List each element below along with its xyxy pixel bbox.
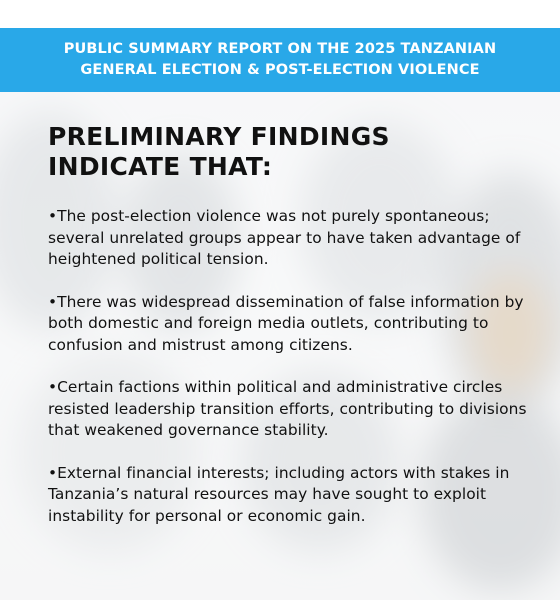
report-title-banner (0, 28, 560, 92)
findings-heading-line-1: PRELIMINARY FINDINGS (48, 122, 390, 151)
findings-list (48, 206, 528, 527)
top-margin (0, 0, 560, 28)
finding-item: •External financial interests; including actors with stakes in Tanzania’s natural resources may have sought to exploit instability for personal or economic gain. (48, 463, 510, 525)
findings-heading (48, 122, 528, 182)
report-title-line-2: GENERAL ELECTION & POST-ELECTION VIOLENCE (80, 62, 480, 78)
report-title-line-1: PUBLIC SUMMARY REPORT ON THE 2025 TANZANIAN (63, 41, 497, 57)
findings-section (48, 92, 528, 548)
finding-item: •There was widespread dissemination of false information by both domestic and foreign media outlets, contributing to confusion and mistrust among citizens. (48, 292, 524, 354)
findings-heading-line-2: INDICATE THAT: (48, 152, 273, 181)
finding-item: •The post-election violence was not purely spontaneous; several unrelated groups appear to have taken advantage of heightened political tension. (48, 207, 521, 268)
finding-item: •Certain factions within political and administrative circles resisted leadership transition efforts, contributing to divisions that weakened governance stability. (48, 378, 527, 439)
